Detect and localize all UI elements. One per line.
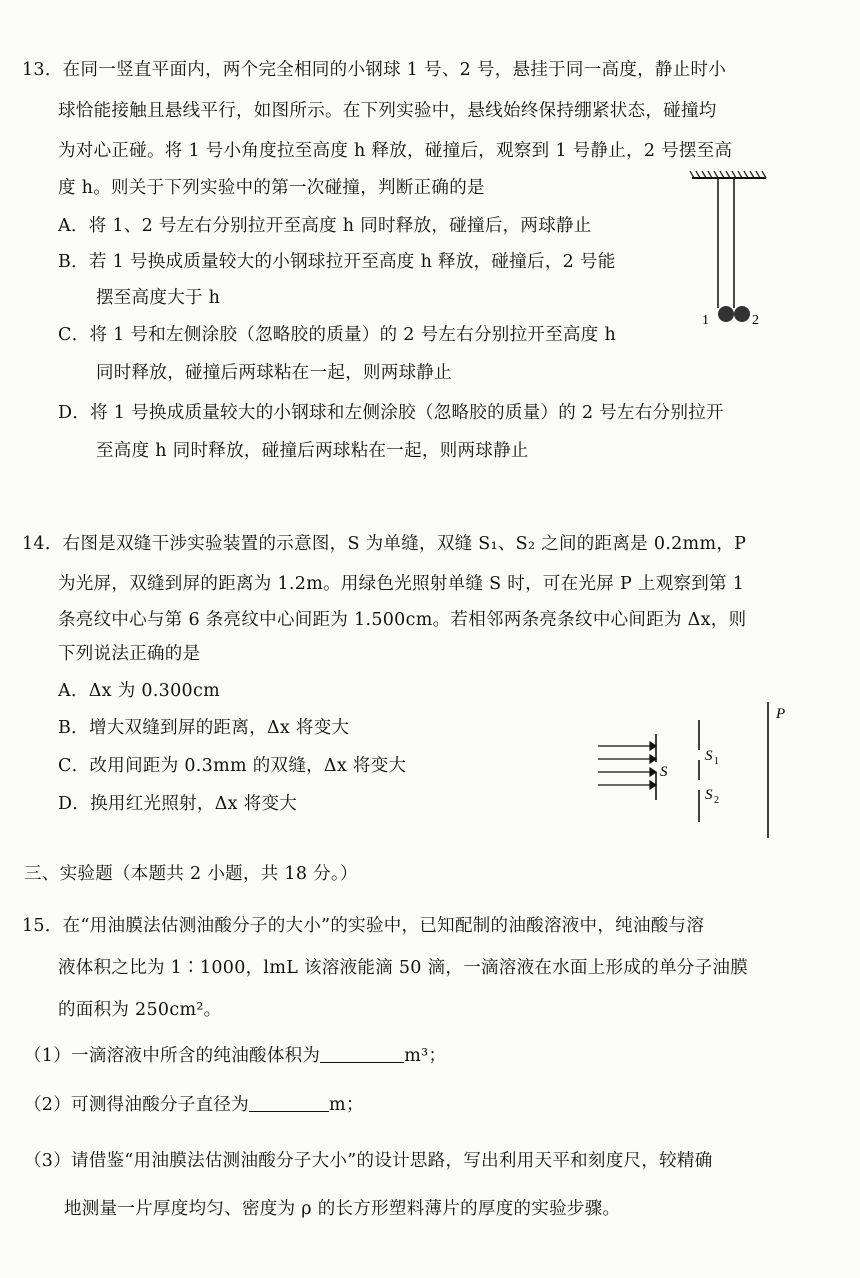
q15-sub1-prefix: （1）一滴溶液中所含的纯油酸体积为 — [24, 1046, 321, 1066]
q14-option-a: A．Δx 为 0.300cm — [58, 681, 220, 701]
ball-2 — [734, 306, 750, 322]
q15-sub2-unit: m； — [329, 1095, 364, 1115]
q14-stem-line-1: 14．右图是双缝干涉实验装置的示意图，S 为单缝，双缝 S₁、S₂ 之间的距离是 0.2mm，P — [22, 534, 747, 554]
double-slit-figure — [596, 702, 796, 842]
label-s2: S — [705, 787, 713, 803]
label-s: S — [660, 764, 668, 780]
section-3-title: 三、实验题（本题共 2 小题，共 18 分。） — [24, 864, 358, 884]
q13-option-a: A．将 1、2 号左右分别拉开至高度 h 同时释放，碰撞后，两球静止 — [58, 216, 592, 236]
q15-stem-line-1: 15．在“用油膜法估测油酸分子的大小”的实验中，已知配制的油酸溶液中，纯油酸与溶 — [22, 916, 705, 936]
q15-sub2-prefix: （2）可测得油酸分子直径为 — [24, 1095, 250, 1115]
q13-option-c-cont: 同时释放，碰撞后两球粘在一起，则两球静止 — [96, 363, 452, 383]
q13-option-b-cont: 摆至高度大于 h — [96, 288, 221, 308]
q15-sub1-answer-blank[interactable] — [320, 1045, 404, 1064]
q13-stem-line-1: 13．在同一竖直平面内，两个完全相同的小钢球 1 号、2 号，悬挂于同一高度，静止时小 — [22, 60, 727, 80]
q15-stem-line-3: 的面积为 250cm²。 — [58, 1000, 222, 1020]
ball-1 — [718, 306, 734, 322]
q14-option-c: C．改用间距为 0.3mm 的双缝，Δx 将变大 — [58, 756, 407, 776]
q15-sub3-line-1: （3）请借鉴“用油膜法估测油酸分子大小”的设计思路，写出利用天平和刻度尺，较精确 — [24, 1151, 713, 1171]
label-s1-sub: 1 — [714, 756, 719, 767]
q14-option-d: D．换用红光照射，Δx 将变大 — [58, 794, 298, 814]
q13-stem-line-3: 为对心正碰。将 1 号小角度拉至高度 h 释放，碰撞后，观察到 1 号静止，2 号摆至高 — [58, 141, 733, 161]
q15-sub3-line-2: 地测量一片厚度均匀、密度为 ρ 的长方形塑料薄片的厚度的实验步骤。 — [64, 1199, 621, 1219]
q14-stem-line-2: 为光屏，双缝到屏的距离为 1.2m。用绿色光照射单缝 S 时，可在光屏 P 上观察到第 1 — [58, 574, 745, 594]
q13-stem-line-2: 球恰能接触且悬线平行，如图所示。在下列实验中，悬线始终保持绷紧状态，碰撞均 — [58, 101, 717, 121]
ball-2-label: 2 — [752, 313, 759, 328]
q13-option-b: B．若 1 号换成质量较大的小钢球拉开至高度 h 释放，碰撞后，2 号能 — [58, 252, 616, 272]
q15-sub1-unit: m³； — [404, 1046, 447, 1066]
q15-sub2-answer-blank[interactable] — [249, 1094, 329, 1113]
q14-stem-line-4: 下列说法正确的是 — [58, 644, 201, 664]
q15-sub2 — [24, 1091, 364, 1116]
label-s2-sub: 2 — [714, 795, 719, 806]
q13-option-d-cont: 至高度 h 同时释放，碰撞后两球粘在一起，则两球静止 — [96, 441, 529, 461]
q13-stem-line-4: 度 h。则关于下列实验中的第一次碰撞，判断正确的是 — [58, 178, 485, 198]
q15-sub1 — [24, 1042, 446, 1067]
q13-option-c: C．将 1 号和左侧涂胶（忽略胶的质量）的 2 号左右分别拉开至高度 h — [58, 325, 617, 345]
q15-stem-line-2: 液体积之比为 1∶1000，lmL 该溶液能滴 50 滴，一滴溶液在水面上形成的单分子油膜 — [58, 958, 748, 978]
pendulum-figure — [688, 168, 778, 338]
q13-option-d: D．将 1 号换成质量较大的小钢球和左侧涂胶（忽略胶的质量）的 2 号左右分别拉开 — [58, 403, 724, 423]
label-s1: S — [705, 748, 713, 764]
q14-option-b: B．增大双缝到屏的距离，Δx 将变大 — [58, 718, 350, 738]
q14-stem-line-3: 条亮纹中心与第 6 条亮纹中心间距为 1.500cm。若相邻两条亮条纹中心间距为 Δx，则 — [58, 610, 747, 630]
ball-1-label: 1 — [702, 313, 709, 328]
label-p: P — [776, 706, 786, 722]
